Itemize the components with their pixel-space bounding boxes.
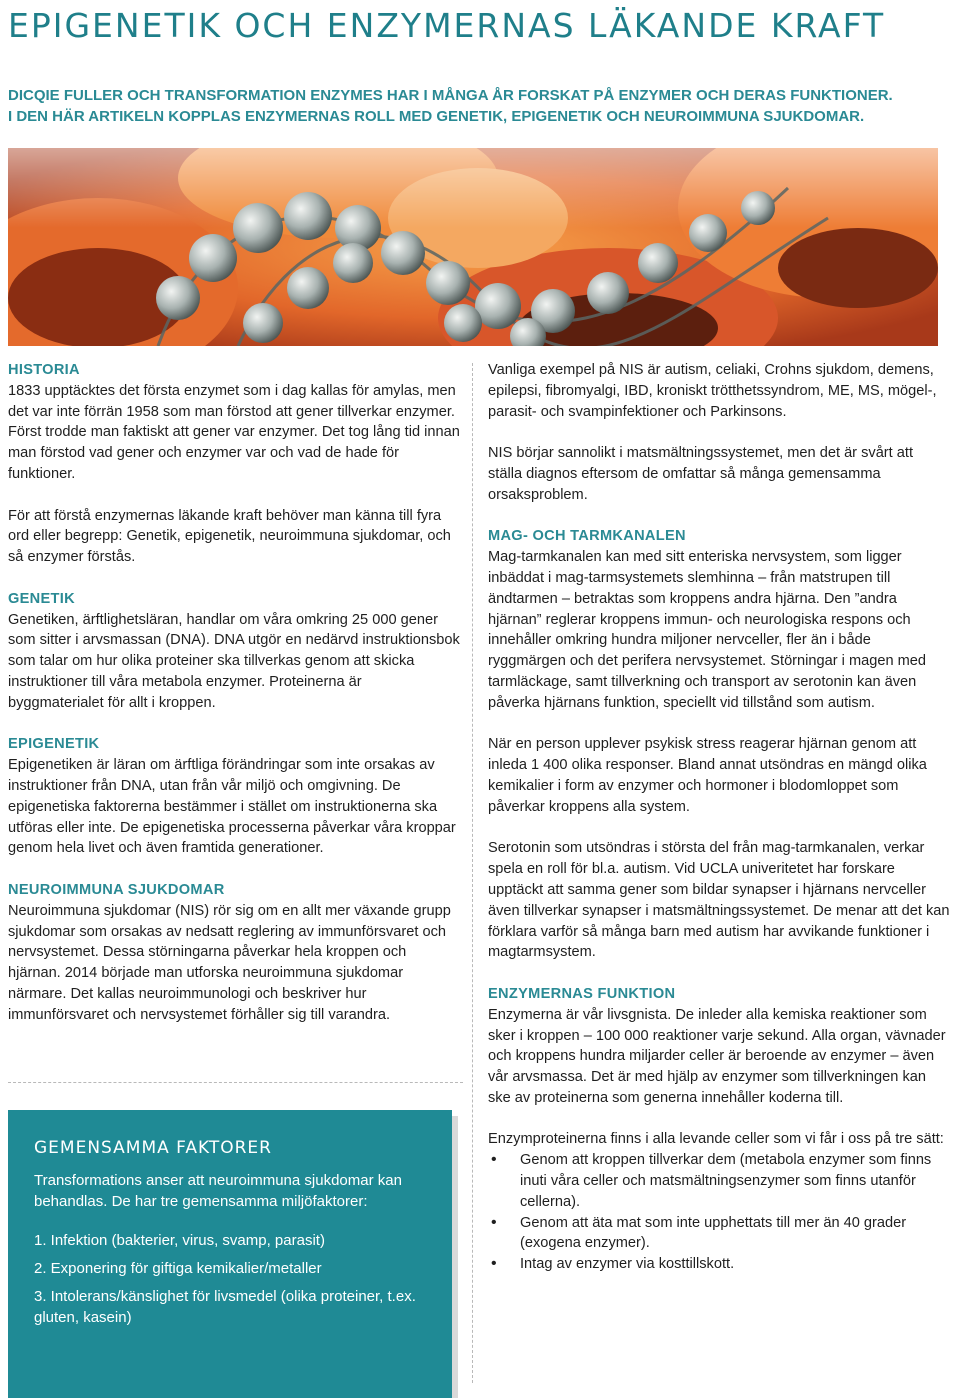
historia-text: 1833 upptäcktes det första enzymet som i dag kallas för amylas, men det var inte förrän 1958 som man förstod att gener tillverkar enzymer. Först trodde man faktiskt att gener var enzymer. Det tog lång tid innan man förstod vad gener och enzymer var och vad de hade för funktioner.	[8, 382, 460, 482]
serotonin-section	[488, 838, 950, 963]
genetik-text: Genetiken, ärftlighetsläran, handlar om våra omkring 25 000 gener som sitter i arvsmassan (DNA). DNA utgör en nedärvd instruktionsbok som talar om hur olika proteiner ska tillverkas genom att skicka instruktioner till våra metabola enzymer. Proteinerna är byggmaterialet för allt i kroppen.	[8, 611, 460, 711]
historia-heading: HISTORIA	[8, 362, 80, 378]
historia-section	[8, 360, 460, 485]
nis-start-section	[488, 443, 950, 505]
neuro-heading: NEUROIMMUNA SJUKDOMAR	[8, 881, 225, 898]
bullet-list	[488, 1150, 950, 1275]
nis-examples-text: Vanliga exempel på NIS är autism, celiaki, Crohns sjukdom, demens, epilepsi, fibromyalgi, IBD, kroniskt trötthetssyndrom, ME, MS, mögel-, parasit- och svampinfektioner och Parkinsons.	[488, 362, 937, 420]
section-rule	[8, 1082, 463, 1083]
genetik-section	[8, 589, 460, 714]
intro-text: För att förstå enzymernas läkande kraft behöver man känna till fyra ord eller begrepp: Genetik, epigenetik, neuroimmuna sjukdomar, och så enzymer förstås.	[8, 507, 451, 566]
epigenetik-heading: EPIGENETIK	[8, 736, 100, 753]
lead-line-2: I DEN HÄR ARTIKELN KOPPLAS ENZYMERNAS ROLL MED GENETIK, EPIGENETIK OCH NEUROIMMUNA SJUKDOMAR.	[8, 108, 865, 125]
papaya-dna-illustration	[8, 148, 938, 346]
factor-item: 1. Infektion (bakterier, virus, svamp, parasit)	[34, 1232, 325, 1249]
left-column	[8, 360, 460, 1046]
box-title: GEMENSAMMA FAKTORER	[34, 1138, 272, 1158]
enzym-heading: ENZYMERNAS FUNKTION	[488, 985, 676, 1002]
lead-paragraph	[8, 85, 958, 127]
common-factors-box	[8, 1110, 452, 1398]
intro-section	[8, 506, 460, 568]
epigenetik-section	[8, 734, 460, 859]
factor-item: 3. Intolerans/känslighet för livsmedel (olika proteiner, t.ex. gluten, kasein)	[34, 1288, 416, 1326]
genetik-heading: GENETIK	[8, 590, 75, 607]
bullet-item: • Intag av enzymer via kosttillskott.	[488, 1254, 950, 1275]
stress-section	[488, 734, 950, 817]
neuro-section	[8, 880, 460, 1026]
page-title: EPIGENETIK OCH ENZYMERNAS LÄKANDE KRAFT	[8, 6, 886, 45]
enzymprot-text: Enzymproteinerna finns i alla levande celler som vi får i oss på tre sätt:	[488, 1131, 944, 1148]
enzym-text: Enzymerna är vår livsgnista. De inleder alla kemiska reaktioner som sker i kroppen – 100 000 reaktioner varje sekund. Alla organ, vävnader och kroppens hundra miljarder celler är beroende av enzymer – även vår arvsmassa. Det är med hjälp av enzymer som tillverkningen kan ske av proteinerna som generna innehåller koderna till.	[488, 1006, 946, 1106]
enzymprot-section	[488, 1129, 950, 1275]
factor-list	[34, 1230, 428, 1328]
hero-image	[8, 148, 938, 346]
lead-line-1: DICQIE FULLER OCH TRANSFORMATION ENZYMES HAR I MÅNGA ÅR FORSKAT PÅ ENZYMER OCH DERAS FUNKTIONER.	[8, 87, 893, 104]
stress-text: När en person upplever psykisk stress reagerar hjärnan genom att inleda 1 400 olika responser. Bland annat utsöndras en mängd olika kemikalier i form av enzymer och hormoner i blodomloppet som påverkar kroppens alla system.	[488, 736, 927, 815]
mag-section	[488, 526, 950, 713]
mag-text: Mag-tarmkanalen kan med sitt enteriska nervsystem, som ligger inbäddat i mag-tarmsystemets slemhinna – från matstrupen till ändtarmen – betraktas som kroppens andra hjärna. Den ”andra hjärnan” reglerar kroppens immun- och neurologiska respons och innehåller omkring hundra miljoner nervceller, fler än i både ryggmärgen och det perifera nervsystemet. Störningar i magen med tarmläckage, samt tillverkning och transport av serotonin kan även påverka hjärnans funktion, speciellt vid tillstånd som autism.	[488, 549, 927, 711]
column-divider	[472, 363, 473, 1383]
nis-examples-section	[488, 360, 950, 422]
box-text: Transformations anser att neuroimmuna sjukdomar kan behandlas. De har tre gemensamma miljöfaktorer:	[34, 1172, 402, 1210]
epigenetik-text: Epigenetiken är läran om ärftliga förändringar som inte orsakas av instruktioner från DNA, utan från vår miljö och omgivning. De epigenetiska faktorerna bestämmer i stället om instruktionerna ska utföras eller inte. De epigenetiska processerna påverkar våra kroppar genom hela livet och även framtida generationer.	[8, 757, 456, 857]
mag-heading: MAG- OCH TARMKANALEN	[488, 528, 686, 545]
factor-item: 2. Exponering för giftiga kemikalier/metaller	[34, 1260, 322, 1277]
nis-start-text: NIS börjar sannolikt i matsmältningssystemet, men det är svårt att ställa diagnos eftersom de omfattar så många gemensamma orsaksproblem.	[488, 445, 914, 503]
serotonin-text: Serotonin som utsöndras i största del från mag-tarmkanalen, verkar spela en roll för bl.a. autism. Vid UCLA univeritetet har forskare upptäckt att samma gener som bildar synapser i hjärnans nervceller även tillverkar synapser i matsmältningssystemet. De menar att det kan förklara varför så många barn med autism har avvikande funktioner i magtarmsystem.	[488, 840, 950, 961]
enzym-section	[488, 984, 950, 1109]
neuro-text: Neuroimmuna sjukdomar (NIS) rör sig om en allt mer växande grupp sjukdomar som orsakas av nedsatt reglering av immunförsvaret och nervsystemet. Dessa störningarna påverkar hela kroppen och hjärnan. 2014 började man utforska neuroimmuna sjukdomar närmare. Det kallas neuroimmunologi och beskriver hur immunförsvaret och nervsystemet förhåller sig till varandra.	[8, 902, 451, 1023]
bullet-item: • Genom att kroppen tillverkar dem (metabola enzymer som finns inuti våra celler och matsmältningsenzymer som finns utanför cellerna).	[488, 1150, 950, 1212]
right-column	[488, 360, 950, 1275]
bullet-item: • Genom att äta mat som inte upphettats till mer än 40 grader (exogena enzymer).	[488, 1213, 950, 1255]
